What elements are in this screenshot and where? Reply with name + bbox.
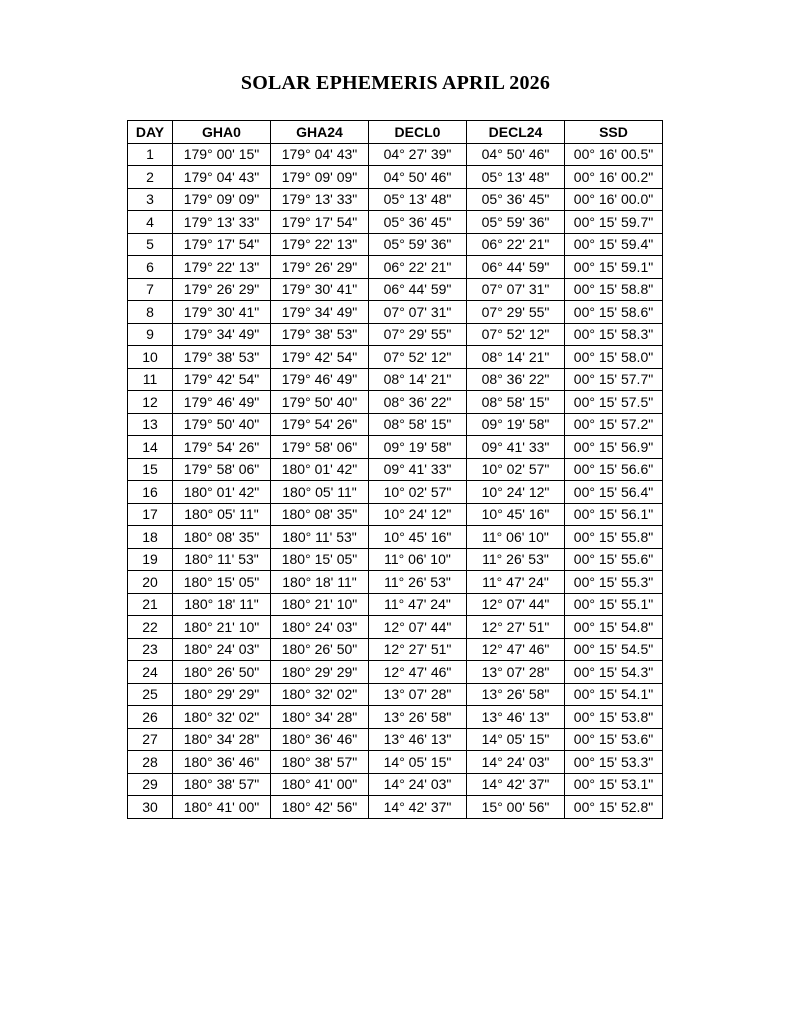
header-decl24: DECL24 [467, 121, 565, 144]
day-cell: 25 [128, 683, 173, 706]
decl24-cell: 04° 50' 46" [467, 143, 565, 166]
decl0-cell: 11° 06' 10" [369, 548, 467, 571]
day-cell: 7 [128, 278, 173, 301]
decl24-cell: 12° 27' 51" [467, 616, 565, 639]
decl0-cell: 05° 36' 45" [369, 211, 467, 234]
table-row [128, 413, 663, 436]
decl0-cell: 09° 19' 58" [369, 436, 467, 459]
decl24-cell: 15° 00' 56" [467, 796, 565, 819]
gha24-cell: 180° 11' 53" [271, 526, 369, 549]
decl0-cell: 13° 26' 58" [369, 706, 467, 729]
decl0-cell: 04° 50' 46" [369, 166, 467, 189]
gha24-cell: 179° 09' 09" [271, 166, 369, 189]
decl24-cell: 07° 29' 55" [467, 301, 565, 324]
ssd-cell: 00° 15' 53.1" [565, 773, 663, 796]
decl24-cell: 08° 58' 15" [467, 391, 565, 414]
ssd-cell: 00° 15' 53.8" [565, 706, 663, 729]
table-row [128, 278, 663, 301]
day-cell: 11 [128, 368, 173, 391]
decl24-cell: 07° 52' 12" [467, 323, 565, 346]
decl24-cell: 12° 07' 44" [467, 593, 565, 616]
day-cell: 16 [128, 481, 173, 504]
gha24-cell: 180° 24' 03" [271, 616, 369, 639]
day-cell: 1 [128, 143, 173, 166]
ssd-cell: 00° 15' 55.3" [565, 571, 663, 594]
ssd-cell: 00° 15' 55.6" [565, 548, 663, 571]
gha0-cell: 180° 11' 53" [173, 548, 271, 571]
gha0-cell: 180° 21' 10" [173, 616, 271, 639]
gha0-cell: 179° 26' 29" [173, 278, 271, 301]
day-cell: 21 [128, 593, 173, 616]
gha0-cell: 180° 08' 35" [173, 526, 271, 549]
decl24-cell: 07° 07' 31" [467, 278, 565, 301]
decl0-cell: 12° 47' 46" [369, 661, 467, 684]
decl24-cell: 05° 36' 45" [467, 188, 565, 211]
table-row [128, 368, 663, 391]
table-row [128, 571, 663, 594]
table-row [128, 728, 663, 751]
decl0-cell: 07° 07' 31" [369, 301, 467, 324]
gha0-cell: 180° 36' 46" [173, 751, 271, 774]
gha24-cell: 179° 46' 49" [271, 368, 369, 391]
table-row [128, 773, 663, 796]
ssd-cell: 00° 15' 59.1" [565, 256, 663, 279]
decl0-cell: 05° 13' 48" [369, 188, 467, 211]
ssd-cell: 00° 15' 54.3" [565, 661, 663, 684]
decl0-cell: 06° 44' 59" [369, 278, 467, 301]
gha0-cell: 179° 54' 26" [173, 436, 271, 459]
gha0-cell: 180° 05' 11" [173, 503, 271, 526]
table-row [128, 503, 663, 526]
table-row [128, 751, 663, 774]
gha0-cell: 180° 29' 29" [173, 683, 271, 706]
day-cell: 29 [128, 773, 173, 796]
day-cell: 13 [128, 413, 173, 436]
gha0-cell: 179° 17' 54" [173, 233, 271, 256]
decl0-cell: 08° 36' 22" [369, 391, 467, 414]
ssd-cell: 00° 15' 55.8" [565, 526, 663, 549]
table-body [128, 143, 663, 818]
decl0-cell: 11° 47' 24" [369, 593, 467, 616]
header-ssd: SSD [565, 121, 663, 144]
day-cell: 24 [128, 661, 173, 684]
decl0-cell: 14° 05' 15" [369, 751, 467, 774]
table-row [128, 346, 663, 369]
gha24-cell: 180° 41' 00" [271, 773, 369, 796]
header-decl0: DECL0 [369, 121, 467, 144]
decl24-cell: 10° 02' 57" [467, 458, 565, 481]
gha24-cell: 180° 15' 05" [271, 548, 369, 571]
gha0-cell: 180° 15' 05" [173, 571, 271, 594]
gha24-cell: 179° 22' 13" [271, 233, 369, 256]
day-cell: 6 [128, 256, 173, 279]
ssd-cell: 00° 15' 54.1" [565, 683, 663, 706]
decl24-cell: 13° 46' 13" [467, 706, 565, 729]
day-cell: 30 [128, 796, 173, 819]
ssd-cell: 00° 16' 00.2" [565, 166, 663, 189]
day-cell: 5 [128, 233, 173, 256]
gha24-cell: 180° 38' 57" [271, 751, 369, 774]
ssd-cell: 00° 15' 53.3" [565, 751, 663, 774]
gha0-cell: 179° 58' 06" [173, 458, 271, 481]
day-cell: 9 [128, 323, 173, 346]
gha0-cell: 180° 41' 00" [173, 796, 271, 819]
table-row [128, 436, 663, 459]
table-row [128, 661, 663, 684]
table-row [128, 301, 663, 324]
decl0-cell: 13° 46' 13" [369, 728, 467, 751]
table-row [128, 256, 663, 279]
day-cell: 19 [128, 548, 173, 571]
gha24-cell: 180° 36' 46" [271, 728, 369, 751]
gha0-cell: 180° 26' 50" [173, 661, 271, 684]
day-cell: 27 [128, 728, 173, 751]
day-cell: 18 [128, 526, 173, 549]
page-title: SOLAR EPHEMERIS APRIL 2026 [240, 72, 551, 94]
decl24-cell: 14° 24' 03" [467, 751, 565, 774]
decl0-cell: 14° 42' 37" [369, 796, 467, 819]
gha0-cell: 179° 34' 49" [173, 323, 271, 346]
ssd-cell: 00° 15' 58.0" [565, 346, 663, 369]
ssd-cell: 00° 15' 54.8" [565, 616, 663, 639]
decl0-cell: 06° 22' 21" [369, 256, 467, 279]
decl0-cell: 11° 26' 53" [369, 571, 467, 594]
ssd-cell: 00° 15' 57.5" [565, 391, 663, 414]
gha0-cell: 180° 01' 42" [173, 481, 271, 504]
day-cell: 17 [128, 503, 173, 526]
ssd-cell: 00° 15' 59.4" [565, 233, 663, 256]
gha24-cell: 179° 38' 53" [271, 323, 369, 346]
gha0-cell: 179° 50' 40" [173, 413, 271, 436]
decl24-cell: 14° 05' 15" [467, 728, 565, 751]
gha24-cell: 179° 17' 54" [271, 211, 369, 234]
gha24-cell: 180° 29' 29" [271, 661, 369, 684]
ssd-cell: 00° 15' 57.7" [565, 368, 663, 391]
gha24-cell: 180° 05' 11" [271, 481, 369, 504]
ssd-cell: 00° 15' 57.2" [565, 413, 663, 436]
gha24-cell: 179° 34' 49" [271, 301, 369, 324]
day-cell: 4 [128, 211, 173, 234]
ssd-cell: 00° 15' 54.5" [565, 638, 663, 661]
decl24-cell: 05° 13' 48" [467, 166, 565, 189]
gha24-cell: 180° 21' 10" [271, 593, 369, 616]
decl24-cell: 08° 36' 22" [467, 368, 565, 391]
gha0-cell: 179° 30' 41" [173, 301, 271, 324]
decl0-cell: 12° 27' 51" [369, 638, 467, 661]
table-row [128, 458, 663, 481]
header-gha24: GHA24 [271, 121, 369, 144]
gha0-cell: 180° 34' 28" [173, 728, 271, 751]
ssd-cell: 00° 15' 52.8" [565, 796, 663, 819]
table-row [128, 683, 663, 706]
day-cell: 14 [128, 436, 173, 459]
day-cell: 2 [128, 166, 173, 189]
ssd-cell: 00° 16' 00.0" [565, 188, 663, 211]
table-row [128, 323, 663, 346]
day-cell: 22 [128, 616, 173, 639]
day-cell: 12 [128, 391, 173, 414]
gha0-cell: 180° 32' 02" [173, 706, 271, 729]
gha24-cell: 179° 13' 33" [271, 188, 369, 211]
table-row [128, 211, 663, 234]
decl0-cell: 08° 14' 21" [369, 368, 467, 391]
ssd-cell: 00° 15' 56.9" [565, 436, 663, 459]
ssd-cell: 00° 15' 53.6" [565, 728, 663, 751]
ssd-cell: 00° 15' 59.7" [565, 211, 663, 234]
table-row [128, 526, 663, 549]
gha0-cell: 179° 04' 43" [173, 166, 271, 189]
decl24-cell: 09° 41' 33" [467, 436, 565, 459]
decl24-cell: 06° 22' 21" [467, 233, 565, 256]
header-row [128, 121, 663, 144]
ssd-cell: 00° 16' 00.5" [565, 143, 663, 166]
gha0-cell: 179° 00' 15" [173, 143, 271, 166]
table-header [128, 121, 663, 144]
decl0-cell: 09° 41' 33" [369, 458, 467, 481]
gha0-cell: 180° 24' 03" [173, 638, 271, 661]
decl24-cell: 11° 47' 24" [467, 571, 565, 594]
gha0-cell: 180° 38' 57" [173, 773, 271, 796]
table-row [128, 616, 663, 639]
decl0-cell: 05° 59' 36" [369, 233, 467, 256]
decl24-cell: 05° 59' 36" [467, 211, 565, 234]
ssd-cell: 00° 15' 56.4" [565, 481, 663, 504]
gha24-cell: 179° 50' 40" [271, 391, 369, 414]
day-cell: 23 [128, 638, 173, 661]
gha24-cell: 179° 26' 29" [271, 256, 369, 279]
decl0-cell: 14° 24' 03" [369, 773, 467, 796]
gha24-cell: 180° 18' 11" [271, 571, 369, 594]
gha24-cell: 180° 01' 42" [271, 458, 369, 481]
day-cell: 28 [128, 751, 173, 774]
gha0-cell: 179° 13' 33" [173, 211, 271, 234]
table-row [128, 548, 663, 571]
table-row [128, 593, 663, 616]
decl0-cell: 10° 24' 12" [369, 503, 467, 526]
ssd-cell: 00° 15' 58.3" [565, 323, 663, 346]
ssd-cell: 00° 15' 56.6" [565, 458, 663, 481]
header-gha0: GHA0 [173, 121, 271, 144]
decl0-cell: 04° 27' 39" [369, 143, 467, 166]
table-row [128, 188, 663, 211]
decl0-cell: 12° 07' 44" [369, 616, 467, 639]
decl24-cell: 12° 47' 46" [467, 638, 565, 661]
gha24-cell: 179° 58' 06" [271, 436, 369, 459]
ssd-cell: 00° 15' 56.1" [565, 503, 663, 526]
gha24-cell: 180° 42' 56" [271, 796, 369, 819]
decl0-cell: 08° 58' 15" [369, 413, 467, 436]
gha24-cell: 179° 30' 41" [271, 278, 369, 301]
decl0-cell: 13° 07' 28" [369, 683, 467, 706]
ssd-cell: 00° 15' 55.1" [565, 593, 663, 616]
gha24-cell: 179° 54' 26" [271, 413, 369, 436]
decl24-cell: 13° 26' 58" [467, 683, 565, 706]
gha0-cell: 179° 38' 53" [173, 346, 271, 369]
gha0-cell: 179° 22' 13" [173, 256, 271, 279]
day-cell: 8 [128, 301, 173, 324]
gha24-cell: 180° 08' 35" [271, 503, 369, 526]
gha24-cell: 180° 26' 50" [271, 638, 369, 661]
decl0-cell: 07° 52' 12" [369, 346, 467, 369]
decl0-cell: 10° 02' 57" [369, 481, 467, 504]
gha0-cell: 179° 09' 09" [173, 188, 271, 211]
decl0-cell: 07° 29' 55" [369, 323, 467, 346]
decl24-cell: 13° 07' 28" [467, 661, 565, 684]
table-row [128, 481, 663, 504]
table-row [128, 166, 663, 189]
gha0-cell: 179° 46' 49" [173, 391, 271, 414]
decl24-cell: 11° 26' 53" [467, 548, 565, 571]
day-cell: 10 [128, 346, 173, 369]
table-row [128, 638, 663, 661]
gha0-cell: 180° 18' 11" [173, 593, 271, 616]
day-cell: 15 [128, 458, 173, 481]
table-row [128, 391, 663, 414]
decl24-cell: 11° 06' 10" [467, 526, 565, 549]
gha24-cell: 180° 34' 28" [271, 706, 369, 729]
day-cell: 26 [128, 706, 173, 729]
ssd-cell: 00° 15' 58.6" [565, 301, 663, 324]
decl24-cell: 09° 19' 58" [467, 413, 565, 436]
ssd-cell: 00° 15' 58.8" [565, 278, 663, 301]
day-cell: 20 [128, 571, 173, 594]
decl24-cell: 10° 45' 16" [467, 503, 565, 526]
gha24-cell: 179° 04' 43" [271, 143, 369, 166]
table-row [128, 233, 663, 256]
ephemeris-table [127, 120, 663, 819]
day-cell: 3 [128, 188, 173, 211]
decl24-cell: 08° 14' 21" [467, 346, 565, 369]
header-day: DAY [128, 121, 173, 144]
decl24-cell: 06° 44' 59" [467, 256, 565, 279]
decl24-cell: 10° 24' 12" [467, 481, 565, 504]
gha24-cell: 179° 42' 54" [271, 346, 369, 369]
table-row [128, 796, 663, 819]
decl24-cell: 14° 42' 37" [467, 773, 565, 796]
decl0-cell: 10° 45' 16" [369, 526, 467, 549]
table-row [128, 706, 663, 729]
gha0-cell: 179° 42' 54" [173, 368, 271, 391]
table-row [128, 143, 663, 166]
gha24-cell: 180° 32' 02" [271, 683, 369, 706]
